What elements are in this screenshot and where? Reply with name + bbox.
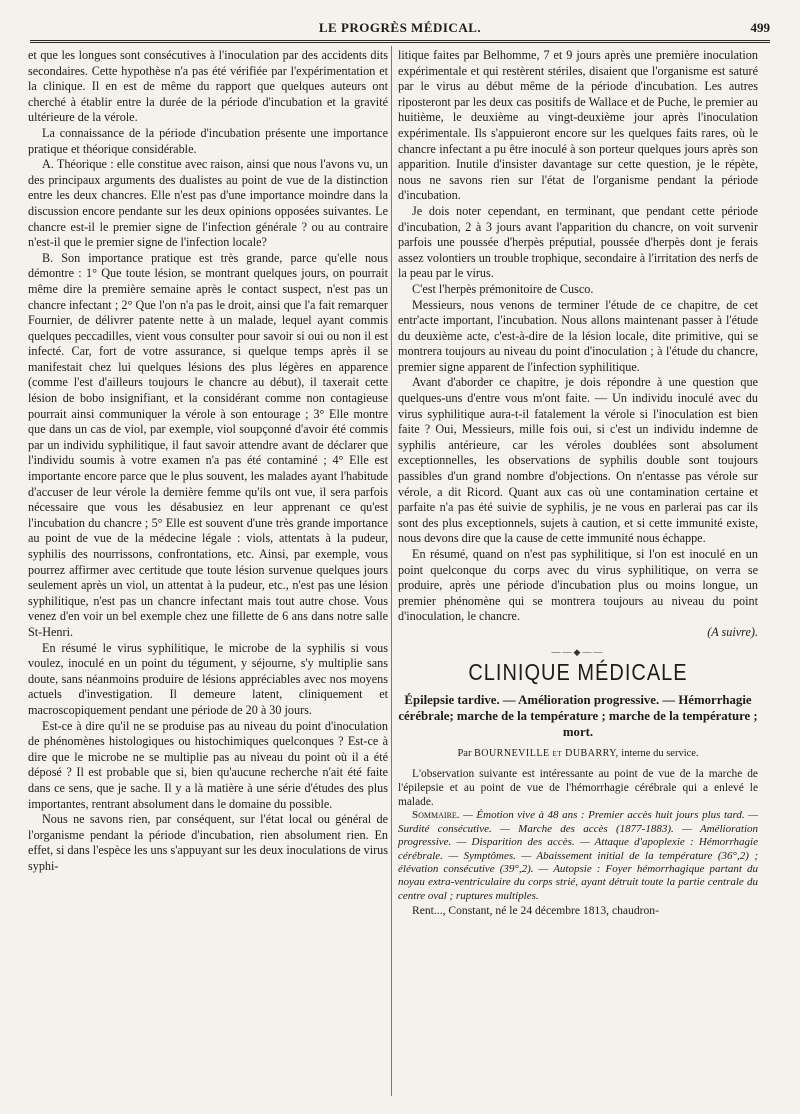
right-paragraph: litique faites par Belhomme, 7 et 9 jours après une première inoculation expérimentale et qui restèrent stériles, disaient que l'organisme est saturé par le virus au début même de la période d'incubation. Les autres riposteront par les deux cas positifs de Wallace et de Puche, le premier au huitième, le deuxième au vingt-deuxième jour après l'inoculation expérimentale. Ils s'appuieront encore sur les quelques faits rares, où le chancre infectant a pu être inoculé à son porteur quelques jours après son apparition. Inutile d'insister davantage sur cette question, je le répète, nous ne savons rien sur l'état de l'organisme pendant la période d'incubation. (398, 48, 758, 203)
ornament-divider-icon: ――◆―― (551, 646, 605, 657)
left-paragraph: En résumé le virus syphilitique, le microbe de la syphilis si vous voulez, inoculé en un point du tégument, y séjourne, s'y multiplie sans doute, sans néanmoins produire de lésions appréciables avec nos moyens actuels d'investigation. Il demeure latent, cliniquement et macroscopiquement pendant une période de 20 à 30 jours. (28, 640, 388, 717)
byline (398, 746, 758, 762)
section-heading: CLINIQUE MÉDICALE (468, 660, 688, 686)
left-paragraph: La connaissance de la période d'incubation présente une importance pratique et théorique considérable. (28, 125, 388, 156)
article-title: Épilepsie tardive. — Amélioration progressive. — Hémorrhagie cérébrale; marche de la température ; marche de la température ; mort. (398, 692, 758, 739)
right-paragraph: Je dois noter cependant, en terminant, que pendant cette période d'incubation, 2 à 3 jours avant l'apparition du chancre, on voit survenir parfois une poussée d'herpès préputial, poussée d'herpès dont je ferais assez volontiers un trouble trophique, secondaire à l'irritation des nerfs de la peau par le virus. (398, 203, 758, 281)
right-column (398, 48, 758, 919)
summary-label: Sommaire. (412, 809, 460, 822)
running-title: LE PROGRÈS MÉDICAL. (318, 20, 482, 35)
left-paragraph: A. Théorique : elle constitue avec raison, ainsi que nous l'avons vu, un des principaux arguments des dualistes au point de vue de la distinction entre les deux chancres. Elle n'est pas d'une importance moindre dans la discussion encore pendante sur les deux opinions opposées suivantes. Le chancre est-il le premier signe de l'infection générale ? ou au contraire n'est-il que le premier signe de l'infection locale? (28, 157, 388, 250)
page-header (30, 20, 770, 40)
byline-suffix: interne du service. (621, 747, 699, 759)
to-be-continued: (A suivre). (707, 624, 758, 639)
article-intro: L'observation suivante est intéressante au point de vue de la marche de l'épilepsie et au point de vue de l'hémorrhagie cérébrale qui a enlevé le malade. (398, 768, 758, 809)
header-rule (30, 40, 770, 43)
left-paragraph: Nous ne savons rien, par conséquent, sur l'état local ou général de l'organisme pendant la période d'incubation, rien absolument rien. En effet, si dans l'espèce les uns s'appuyant sur les deux inoculations de virus syphi- (28, 812, 388, 873)
left-column (28, 48, 388, 874)
byline-prefix: Par (457, 747, 472, 759)
right-paragraph: C'est l'herpès prémonitoire de Cusco. (412, 281, 594, 296)
byline-authors: BOURNEVILLE et DUBARRY, (474, 747, 619, 759)
page-number: 499 (750, 20, 770, 35)
summary-body: — Émotion vive à 48 ans : Premier accès huit jours plus tard. — Surdité consécutive. — Marche des accès (1877-1883). — Amélioration progressive. — Disparition des accès. — Attaque d'apoplexie : Hémorrhagie cérébrale. — Symptômes. — Abaissement initial de la température (36°,2) ; élévation consécutive (39°,2). — Autopsie : Foyer hémorrhagique partant du noyau extra-ventriculaire du corps strié, ayant détruit toute la partie centrale du centre oval ; ruptures multiples. (398, 809, 758, 902)
left-paragraph: B. Son importance pratique est très grande, parce qu'elle nous démontre : 1° Que toute lésion, se montrant quelques jours, on pourrait même dire la première semaine après le contact suspect, n'est pas un chancre infectant ; 2° Que l'on n'a pas le droit, ainsi que l'a fait remarquer Fournier, de délivrer patente nette à un malade, lequel ayant commis quelques peccadilles, vient vous consulter pour savoir si oui ou non il est infecté. Car, fort de votre assurance, si quelque temps après il se manifestait chez lui quelques lésions des plus légères en apparence (comme l'est d'ailleurs toujours le chancre au début), il taxerait cette lésion de bobo insignifiant, et la considérant comme non contagieuse pourrait ainsi communiquer la vérole à son entourage ; 3° Elle montre que dans un cas de viol, par exemple, viol soupçonné d'avoir été commis par un individu syphilitique, il faut savoir attendre avant de déclarer que l'individu soumis à votre examen n'a pas été contaminé ; 4° Elle est importante encore parce que le plus souvent, les malades ayant l'habitude d'accuser de leur vérole la dernière femme qu'ils ont vue, il sera parfois nécessaire que vous les désabusiez en leur apprenant ce qu'est l'incubation du chancre ; 5° Elle est souvent d'une très grande importance au point de vue de la médecine légale : viols, attentats à la pudeur, syphilis des nourrissons, confrontations, etc. Ainsi, par exemple, vous pourrez affirmer avec certitude que toute lésion survenue quelques jours seulement après un viol, un attentat à la pudeur, etc., n'est pas une lésion syphilitique, n'est pas un chancre infectant mais tout autre chose. Vous venez d'en voir un bel exemple chez une fillette de 6 ans dans notre salle St-Henri. (28, 250, 388, 639)
left-paragraph: Est-ce à dire qu'il ne se produise pas au niveau du point d'inoculation de phénomènes histologiques ou histochimiques quelconques ? Est-ce à dire que le microbe ne se multiplie pas au niveau du point où il a été déposé ? Il est probable que si, bien qu'aucune recherche n'ait été faite dans ce sens, que je sache. Il y a là matière à une série d'études des plus importantes, rentrant absolument dans le domaine du possible. (28, 718, 388, 811)
right-paragraph: Avant d'aborder ce chapitre, je dois répondre à une question que quelques-uns d'entre vous m'ont faite. — Un individu inoculé avec du virus syphilitique aura-t-il fatalement la vérole si l'inoculation est bien faite ? Oui, Messieurs, mille fois oui, si c'est un individu indemne de syphilis antérieure, car les véroles doublées sont absolument exceptionnelles, les observations de syphilis double sont toujours passibles d'un grand nombre d'objections. On n'entasse pas vérole sur vérole, a dit Ricord. Quant aux cas où une contamination certaine et parfaite n'a pas été suivie de syphilis, je ne vous en parlerai pas car ils sont des plus exceptionnels, sujets à caution, et si cette immunité existe, nous devons dire que la cause de cette immunité nous échappe. (398, 375, 758, 546)
article-first-line: Rent..., Constant, né le 24 décembre 1813, chaudron- (412, 904, 659, 918)
right-paragraph: Messieurs, nous venons de terminer l'étude de ce chapitre, de cet entr'acte important, l'incubation. Nous allons maintenant passer à l'étude du deuxième acte, c'est-à-dire de la lésion locale, dite primitive, qui se montrera toujours au niveau du point d'inoculation ; à l'étude du chancre, premier signe apparent de l'infection syphilitique. (398, 297, 758, 374)
column-divider (391, 46, 392, 1096)
article-summary (398, 809, 758, 903)
left-paragraph: et que les longues sont consécutives à l'inoculation par des accidents dits secondaires. Cette hypothèse n'a pas été vérifiée par l'expérimentation et la clinique. Il en est de même du rapport que quelques auteurs ont cherché à établir entre la durée de la période d'incubation et la gravité ultérieure de la vérole. (28, 48, 388, 125)
right-paragraph: En résumé, quand on n'est pas syphilitique, si l'on est inoculé en un point quelconque du corps avec du virus syphilitique, on verra se produire, après une période d'incubation plus ou moins longue, un premier phénomène qui se montrera toujours au niveau du point d'inoculation, le chancre. (398, 547, 758, 624)
